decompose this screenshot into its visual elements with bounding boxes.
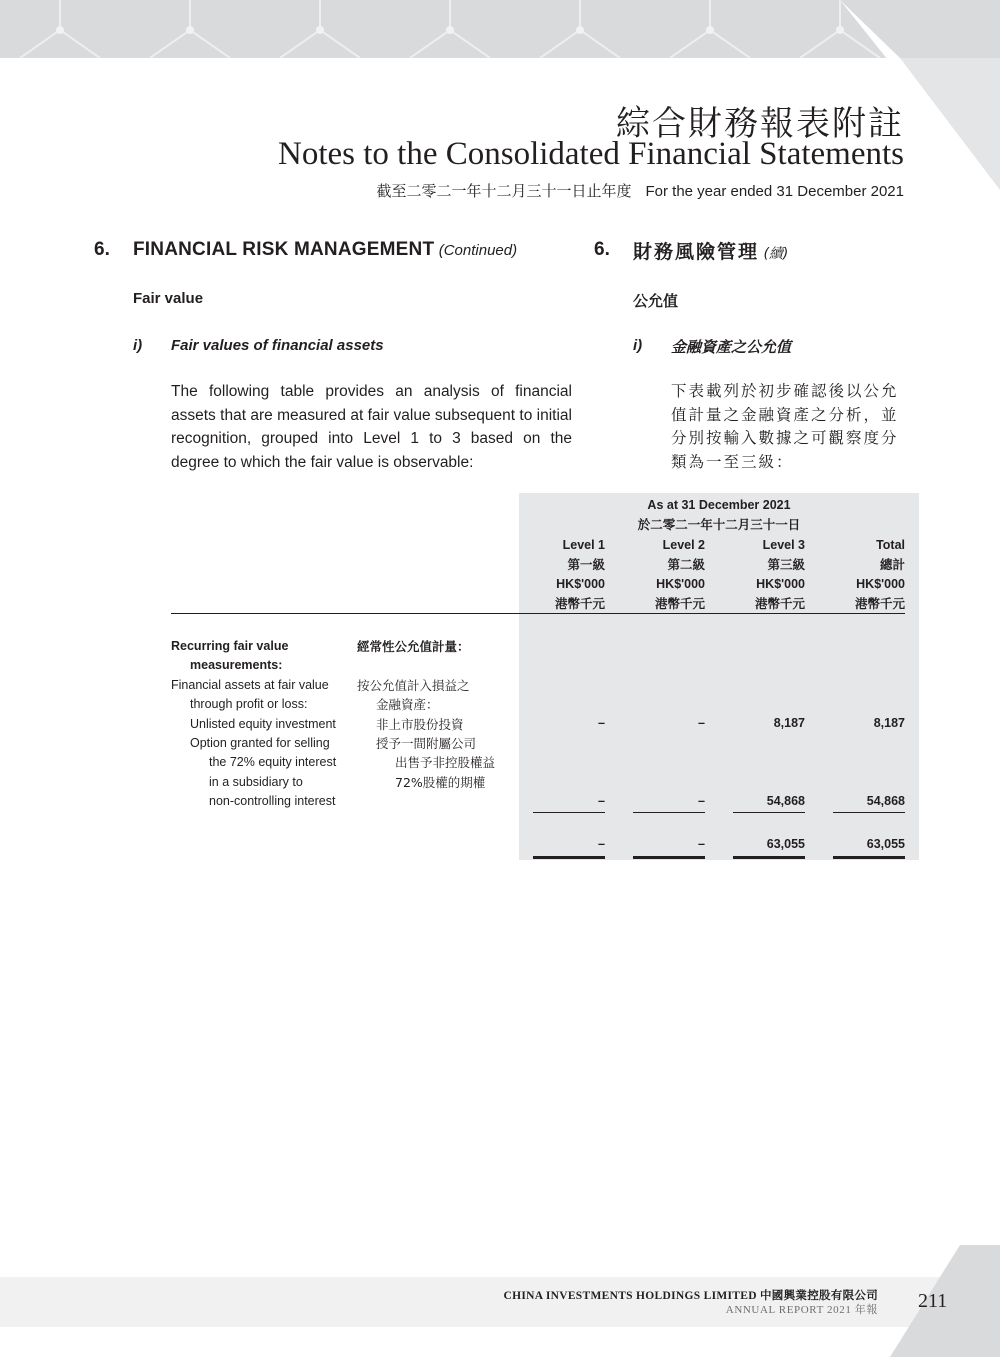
label-option-1: Option granted for selling — [190, 736, 330, 751]
cell-option-level3: 54,868 — [766, 794, 805, 808]
label-option-4: non-controlling interest — [209, 794, 336, 809]
total-rule-level3 — [733, 856, 805, 859]
column-header-total — [805, 536, 905, 613]
col-unit-zh: 港幣千元 — [754, 595, 805, 611]
label-fa-1: Financial assets at fair value — [171, 677, 329, 692]
subtotal-rule-level1 — [533, 812, 605, 813]
cell-total-level3: 63,055 — [766, 837, 805, 851]
cell-option-level1: – — [598, 794, 605, 808]
paragraph-en: The following table provides an analysis of financial assets that are measured at fair value subsequent to initial recognition, grouped into Level 1 to 3 based on the degree to which the fair value is observable: — [171, 383, 572, 471]
col-unit-zh: 港幣千元 — [654, 595, 705, 611]
section-heading-zh — [633, 237, 788, 264]
section-number-zh: 6. — [594, 239, 610, 260]
section-heading-en — [133, 239, 517, 261]
item-title-zh: 金融資產之公允值 — [671, 338, 792, 356]
label-option-3: in a subsidiary to — [209, 774, 303, 789]
label-option-2: the 72% equity interest — [209, 755, 337, 770]
col-label-en: Level 2 — [662, 538, 705, 552]
col-label-zh: 第一級 — [567, 557, 605, 573]
label-zh-fa-1: 按公允值計入損益之 — [357, 677, 470, 693]
subtotal-rule-level3 — [733, 812, 805, 813]
cell-unlisted-level2: – — [698, 716, 705, 730]
label-unlisted: Unlisted equity investment — [190, 716, 336, 731]
column-header-level2 — [605, 536, 705, 613]
item-number-zh: i) — [633, 337, 643, 354]
paragraph-zh: 下表載列於初步確認後以公允值計量之金融資產之分析，並分別按輸入數據之可觀察度分類為一至三級： — [671, 382, 899, 471]
title-english: Notes to the Consolidated Financial Statements — [278, 136, 904, 172]
col-label-zh: 總計 — [879, 557, 905, 573]
row-labels-zh — [357, 637, 517, 792]
subtotal-rule-total — [833, 812, 905, 813]
col-label-zh: 第二級 — [667, 557, 705, 573]
label-zh-unlisted: 非上市股份投資 — [376, 716, 464, 732]
section-number-en: 6. — [94, 239, 110, 260]
cell-unlisted-level3: 8,187 — [773, 716, 805, 730]
col-unit-en: HK$'000 — [856, 576, 905, 591]
continued-zh: (續) — [763, 246, 789, 262]
col-unit-en: HK$'000 — [556, 576, 605, 591]
col-unit-en: HK$'000 — [656, 576, 705, 591]
total-rule-total — [833, 856, 905, 859]
label-zh-option-1: 授予一間附屬公司 — [376, 736, 477, 752]
footer-annual-report: ANNUAL REPORT 2021 年報 — [725, 1304, 878, 1316]
period-chinese: 截至二零二一年十二月三十一日止年度 — [376, 182, 632, 200]
col-unit-en: HK$'000 — [756, 576, 805, 591]
fair-value-heading-en: Fair value — [133, 290, 204, 307]
cell-total-level2: – — [698, 837, 705, 851]
column-header-level1 — [505, 536, 605, 613]
fair-value-heading-zh: 公允值 — [633, 292, 679, 310]
col-label-en: Level 1 — [562, 538, 605, 552]
continued-en: (Continued) — [438, 242, 518, 259]
period-english: For the year ended 31 December 2021 — [645, 183, 904, 200]
section-title-en: FINANCIAL RISK MANAGEMENT — [133, 239, 435, 260]
subtotal-rule-level2 — [633, 812, 705, 813]
cell-total-level1: – — [598, 837, 605, 851]
label-zh-option-3: 72%股權的期權 — [395, 774, 486, 790]
col-label-zh: 第三級 — [767, 557, 805, 573]
row-labels-en — [171, 637, 361, 812]
as-at-en: As at 31 December 2021 — [647, 498, 791, 512]
table-as-at — [519, 496, 919, 534]
label-recurring-2: measurements: — [190, 658, 283, 673]
reporting-period — [376, 180, 904, 201]
cell-option-total: 54,868 — [866, 794, 905, 808]
as-at-zh: 於二零二一年十二月三十一日 — [637, 517, 801, 532]
footer-company: CHINA INVESTMENTS HOLDINGS LIMITED 中國興業控股有限公司 — [503, 1290, 878, 1302]
col-unit-zh: 港幣千元 — [554, 595, 605, 611]
total-rule-level1 — [533, 856, 605, 859]
col-unit-zh: 港幣千元 — [854, 595, 905, 611]
label-recurring-1: Recurring fair value — [171, 639, 289, 653]
title-chinese: 綜合財務報表附註 — [616, 104, 904, 144]
col-label-en: Level 3 — [762, 538, 805, 552]
label-zh-recurring: 經常性公允值計量： — [357, 639, 470, 654]
col-label-en: Total — [876, 538, 905, 552]
header-divider — [171, 613, 905, 614]
total-rule-level2 — [633, 856, 705, 859]
item-title-en: Fair values of financial assets — [171, 337, 384, 354]
page-number: 211 — [918, 1290, 948, 1312]
cell-unlisted-level1: – — [598, 716, 605, 730]
cell-option-level2: – — [698, 794, 705, 808]
label-zh-option-2: 出售予非控股權益 — [395, 755, 496, 771]
cell-unlisted-total: 8,187 — [873, 716, 905, 730]
column-header-level3 — [705, 536, 805, 613]
label-zh-fa-2: 金融資產： — [376, 697, 439, 713]
section-title-zh: 財務風險管理 — [633, 241, 760, 263]
label-fa-2: through profit or loss: — [190, 697, 308, 712]
item-number-en: i) — [133, 337, 143, 354]
cell-total-total: 63,055 — [866, 837, 905, 851]
